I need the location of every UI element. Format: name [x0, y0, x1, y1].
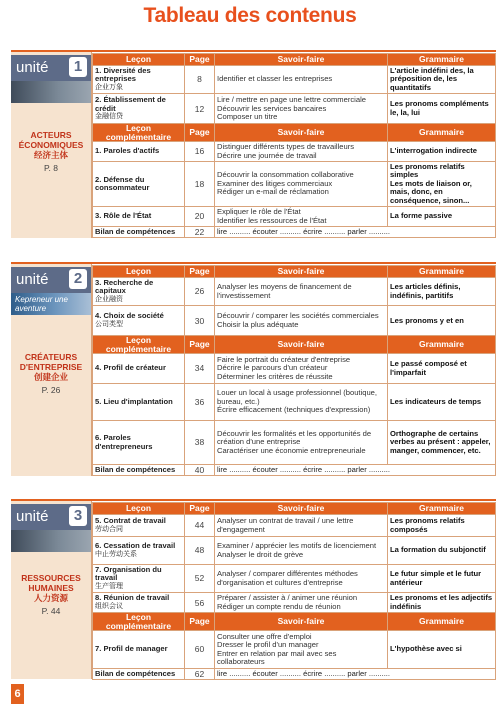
unit-3-photo — [11, 530, 91, 552]
unit-1-label — [11, 55, 91, 81]
unit-2-theme — [11, 352, 91, 395]
lesson-grammaire: Orthographe de certains verbes au présent : appeler, manger, commencer, etc. — [388, 421, 496, 465]
theme-title-zh: 创建企业 — [33, 372, 68, 382]
lesson-title: 4. Profil de créateur — [93, 354, 185, 384]
lesson-title: 3. Recherche de capitaux 企业融资 — [93, 278, 185, 306]
lesson-grammaire: Le futur simple et le futur antérieur — [388, 565, 496, 593]
bilan-label: Bilan de compétences — [93, 465, 185, 476]
lesson-savoir: Analyser les moyens de financement de l'investissement — [215, 278, 388, 306]
header-row-complementary — [93, 613, 496, 631]
lesson-title: 7. Profil de manager — [93, 631, 185, 669]
lesson-grammaire: Les pronoms relatifs simples Les mots de liaison or, mais, donc, en conséquence, sinon... — [388, 162, 496, 207]
lesson-page: 18 — [185, 162, 215, 207]
lesson-title: 1. Diversité des entreprises 企业万象 — [93, 66, 185, 94]
lesson-grammaire: L'hypothèse avec si — [388, 631, 496, 669]
header-grammaire: Grammaire — [388, 266, 496, 278]
lesson-savoir: Préparer / assister à / animer une réunion Rédiger un compte rendu de réunion — [215, 593, 388, 613]
bilan-row — [93, 465, 496, 476]
bilan-text: lire .......... écouter .......... écrire .......... parler .......... — [215, 227, 496, 238]
lesson-page: 8 — [185, 66, 215, 94]
lesson-page: 52 — [185, 565, 215, 593]
unit-word: unité — [16, 271, 49, 288]
lesson-title: 5. Lieu d'implantation — [93, 384, 185, 421]
lesson-title: 3. Rôle de l'État — [93, 207, 185, 227]
lesson-page: 16 — [185, 142, 215, 162]
theme-title: CRÉATEURS D'ENTREPRISE — [19, 352, 83, 372]
unit-word: unité — [16, 59, 49, 76]
lesson-page: 26 — [185, 278, 215, 306]
table-row — [93, 593, 496, 613]
header-row — [93, 54, 496, 66]
table-row — [93, 631, 496, 669]
lesson-grammaire: Les pronoms et les adjectifs indéfinis — [388, 593, 496, 613]
lesson-savoir: Découvrir / comparer les sociétés commerciales Choisir la plus adéquate — [215, 306, 388, 336]
header-grammaire: Grammaire — [388, 613, 496, 631]
table-row — [93, 421, 496, 465]
theme-title: RESSOURCES HUMAINES — [21, 573, 81, 593]
lesson-title: 6. Paroles d'entrepreneurs — [93, 421, 185, 465]
header-grammaire: Grammaire — [388, 54, 496, 66]
unit-number: 2 — [69, 269, 87, 289]
lesson-title: 1. Paroles d'actifs — [93, 142, 185, 162]
lesson-title: 2. Défense du consommateur — [93, 162, 185, 207]
unit-number: 1 — [69, 57, 87, 77]
theme-title-zh: 人力资源 — [33, 593, 68, 603]
bilan-text: lire .......... écouter .......... écrire .......... parler .......... — [215, 669, 496, 680]
lesson-title: 5. Contrat de travail 劳动合同 — [93, 515, 185, 537]
table-row — [93, 537, 496, 565]
lesson-savoir: Découvrir la consommation collaborative Examiner des litiges commerciaux Rédiger un e-mail de réclamation — [215, 162, 388, 207]
lesson-savoir: Examiner / apprécier les motifs de licenciement Analyser le droit de grève — [215, 537, 388, 565]
lesson-page: 60 — [185, 631, 215, 669]
lesson-page: 34 — [185, 354, 215, 384]
bilan-label: Bilan de compétences — [93, 227, 185, 238]
unit-3-section — [11, 499, 496, 679]
lesson-savoir: Analyser / comparer différentes méthodes d'organisation et cultures d'entreprise — [215, 565, 388, 593]
unit-2-label — [11, 267, 91, 293]
table-row — [93, 94, 496, 124]
lesson-grammaire: La formation du subjonctif — [388, 537, 496, 565]
header-row — [93, 503, 496, 515]
header-savoir: Savoir-faire — [215, 336, 388, 354]
bilan-label: Bilan de compétences — [93, 669, 185, 680]
bilan-row — [93, 227, 496, 238]
lesson-savoir: Découvrir les formalités et les opportunités de création d'une entreprise Caractériser une économie entrepreneuriale — [215, 421, 388, 465]
theme-title: ACTEURS ÉCONOMIQUES — [18, 130, 84, 150]
lesson-savoir: Consulter une offre d'emploi Dresser le profil d'un manager Entrer en relation par mail avec ses collaborateurs — [215, 631, 388, 669]
lesson-grammaire: Les pronoms relatifs composés — [388, 515, 496, 537]
lesson-grammaire: La forme passive — [388, 207, 496, 227]
header-lesson: Leçon — [93, 503, 185, 515]
unit-3-sidebar — [11, 501, 92, 679]
unit-2-section — [11, 262, 496, 476]
lesson-savoir: Analyser un contrat de travail / une lettre d'engagement — [215, 515, 388, 537]
lesson-savoir: Faire le portrait du créateur d'entreprise Décrire le parcours d'un créateur Déterminer les critères de réussite — [215, 354, 388, 384]
header-complementary: Leçon complémentaire — [93, 336, 185, 354]
table-row — [93, 278, 496, 306]
unit-3-theme — [11, 573, 91, 616]
header-page: Page — [185, 503, 215, 515]
lesson-title: 2. Établissement de crédit 金融信贷 — [93, 94, 185, 124]
lesson-page: 56 — [185, 593, 215, 613]
bilan-page: 40 — [185, 465, 215, 476]
lesson-grammaire: Les pronoms y et en — [388, 306, 496, 336]
unit-2-photo: Kepreneur une aventure — [11, 293, 91, 315]
table-row — [93, 142, 496, 162]
lesson-title: 7. Organisation du travail 生产管理 — [93, 565, 185, 593]
unit-word: unité — [16, 508, 49, 525]
table-row — [93, 207, 496, 227]
lesson-grammaire: Les pronoms compléments le, la, lui — [388, 94, 496, 124]
header-row-complementary — [93, 124, 496, 142]
bilan-page: 22 — [185, 227, 215, 238]
lesson-page: 20 — [185, 207, 215, 227]
header-row-complementary — [93, 336, 496, 354]
header-page: Page — [185, 336, 215, 354]
lesson-title: 4. Choix de société 公司类型 — [93, 306, 185, 336]
unit-3-label — [11, 504, 91, 530]
table-row — [93, 162, 496, 207]
header-complementary: Leçon complémentaire — [93, 124, 185, 142]
table-row — [93, 565, 496, 593]
lesson-page: 30 — [185, 306, 215, 336]
lesson-savoir: Distinguer différents types de travailleurs Décrire une journée de travail — [215, 142, 388, 162]
unit-3-table — [92, 502, 496, 680]
unit-2-table — [92, 265, 496, 476]
table-row — [93, 384, 496, 421]
header-savoir: Savoir-faire — [215, 54, 388, 66]
unit-1-photo — [11, 81, 91, 103]
unit-number: 3 — [69, 506, 87, 526]
table-row — [93, 354, 496, 384]
unit-1-sidebar — [11, 52, 92, 238]
header-page: Page — [185, 124, 215, 142]
unit-1-section — [11, 50, 496, 238]
lesson-page: 36 — [185, 384, 215, 421]
header-savoir: Savoir-faire — [215, 124, 388, 142]
header-savoir: Savoir-faire — [215, 266, 388, 278]
theme-title-zh: 经济主体 — [33, 150, 68, 160]
header-row — [93, 266, 496, 278]
unit-1-table — [92, 53, 496, 238]
lesson-savoir: Expliquer le rôle de l'État Identifier les ressources de l'État — [215, 207, 388, 227]
lesson-savoir: Lire / mettre en page une lettre commerciale Découvrir les services bancaires Composer un titre — [215, 94, 388, 124]
theme-page: P. 26 — [41, 385, 61, 395]
table-row — [93, 306, 496, 336]
lesson-savoir: Louer un local à usage professionnel (boutique, bureau, etc.) Écrire efficacement (techniques d'expression) — [215, 384, 388, 421]
header-grammaire: Grammaire — [388, 336, 496, 354]
header-grammaire: Grammaire — [388, 124, 496, 142]
header-lesson: Leçon — [93, 266, 185, 278]
page-number: 6 — [11, 684, 24, 704]
bilan-page: 62 — [185, 669, 215, 680]
lesson-grammaire: Le passé composé et l'imparfait — [388, 354, 496, 384]
header-page: Page — [185, 54, 215, 66]
lesson-title: 6. Cessation de travail 中止劳动关系 — [93, 537, 185, 565]
lesson-title: 8. Réunion de travail 组织会议 — [93, 593, 185, 613]
header-page: Page — [185, 266, 215, 278]
header-lesson: Leçon — [93, 54, 185, 66]
lesson-page: 48 — [185, 537, 215, 565]
unit-2-sidebar — [11, 264, 92, 476]
theme-page: P. 8 — [43, 163, 59, 173]
header-savoir: Savoir-faire — [215, 503, 388, 515]
table-row — [93, 515, 496, 537]
lesson-page: 44 — [185, 515, 215, 537]
lesson-grammaire: L'interrogation indirecte — [388, 142, 496, 162]
lesson-grammaire: Les articles définis, indéfinis, partitifs — [388, 278, 496, 306]
page-title: Tableau des contenus — [143, 4, 357, 27]
lesson-page: 38 — [185, 421, 215, 465]
bilan-row — [93, 669, 496, 680]
theme-page: P. 44 — [41, 606, 61, 616]
lesson-savoir: Identifier et classer les entreprises — [215, 66, 388, 94]
unit-1-theme — [11, 130, 91, 173]
bilan-text: lire .......... écouter .......... écrire .......... parler .......... — [215, 465, 496, 476]
table-row — [93, 66, 496, 94]
header-savoir: Savoir-faire — [215, 613, 388, 631]
header-grammaire: Grammaire — [388, 503, 496, 515]
lesson-grammaire: Les indicateurs de temps — [388, 384, 496, 421]
lesson-page: 12 — [185, 94, 215, 124]
lesson-grammaire: L'article indéfini des, la préposition de, les quantitatifs — [388, 66, 496, 94]
header-complementary: Leçon complémentaire — [93, 613, 185, 631]
header-page: Page — [185, 613, 215, 631]
